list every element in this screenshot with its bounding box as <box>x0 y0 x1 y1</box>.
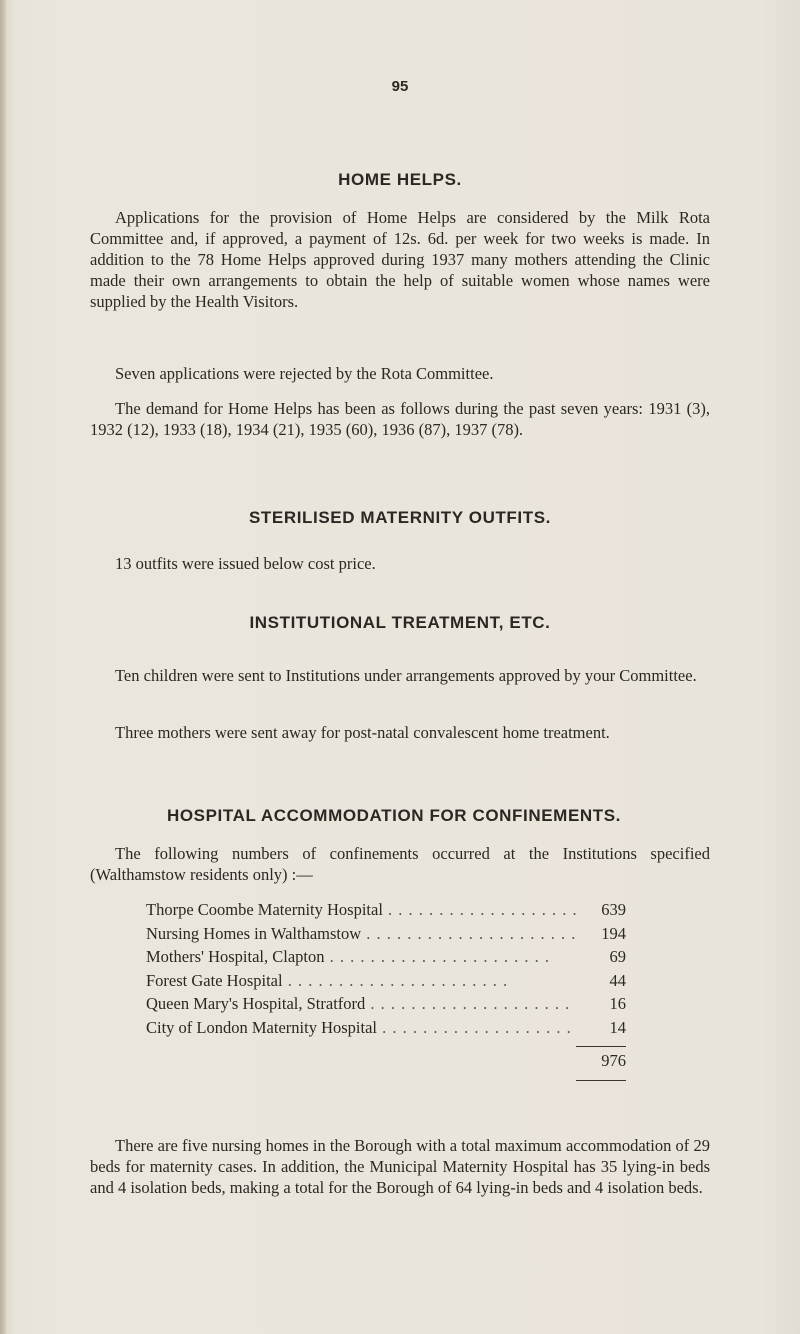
paragraph-institutional-1: Ten children were sent to Institutions under arrangements approved by your Committee. <box>115 666 697 685</box>
page-edge <box>0 0 6 1334</box>
table-row <box>146 898 626 922</box>
paragraph-home-helps-1: Applications for the provision of Home Helps are considered by the Milk Rota Committee and, if approved, a payment of 12s. 6d. per week for two weeks is made. In addition to the 78 Home Helps approved during 1937 many mothers attending the Clinic made their own arrangements to obtain the help of suitable women whose names were supplied by the Health Visitors. <box>90 208 710 311</box>
confinement-count: 44 <box>609 970 626 990</box>
institution-name: Forest Gate Hospital . . <box>146 969 576 993</box>
total-rule-bottom <box>576 1080 626 1081</box>
heading-sterilised-outfits: STERILISED MATERNITY OUTFITS. <box>248 508 551 527</box>
table-row <box>146 922 626 946</box>
institution-name: Queen Mary's Hospital, Stratford . . <box>146 992 576 1016</box>
paragraph-institutional-2: Three mothers were sent away for post-natal convalescent home treatment. <box>115 723 610 742</box>
paragraph-hospital-closing: There are five nursing homes in the Borough with a total maximum accommodation of 29 beds for maternity cases. In addition, the Municipal Maternity Hospital has 35 lying-in beds and 4 isolation beds, making a total for the Borough of 64 lying-in beds and 4 isolation beds. <box>90 1136 710 1197</box>
table-row <box>146 992 626 1016</box>
confinement-count: 16 <box>609 994 626 1014</box>
confinement-count: 194 <box>601 923 626 943</box>
table-row <box>146 945 626 969</box>
heading-hospital-accommodation: HOSPITAL ACCOMMODATION FOR CONFINEMENTS. <box>166 806 622 825</box>
paragraph-hospital-intro: The following numbers of confinements occurred at the Institutions specified (Walthamstow residents only) :— <box>90 844 710 884</box>
paragraph-sterilised-1: 13 outfits were issued below cost price. <box>115 554 376 573</box>
paragraph-home-helps-2: Seven applications were rejected by the Rota Committee. <box>115 364 494 383</box>
page-number: 95 <box>391 78 409 95</box>
table-row <box>146 969 626 993</box>
confinement-count: 69 <box>609 947 626 967</box>
heading-home-helps: HOME HELPS. <box>338 170 462 189</box>
table-row <box>146 1016 626 1040</box>
institution-name: City of London Maternity Hospital . . <box>146 1016 576 1040</box>
paragraph-home-helps-3: The demand for Home Helps has been as follows during the past seven years: 1931 (3), 1932 (12), 1933 (18), 1934 (21), 1935 (60), 1936 (87), 1937 (78). <box>90 399 710 439</box>
institution-name: Thorpe Coombe Maternity Hospital . . <box>146 898 576 922</box>
total-rule-top <box>576 1046 626 1047</box>
confinements-table <box>146 898 626 1040</box>
confinements-total: 976 <box>601 1051 626 1070</box>
confinement-count: 14 <box>609 1017 626 1037</box>
institution-name: Nursing Homes in Walthamstow . . <box>146 922 576 946</box>
confinement-count: 639 <box>601 900 626 919</box>
institution-name: Mothers' Hospital, Clapton . . <box>146 945 576 969</box>
heading-institutional-treatment: INSTITUTIONAL TREATMENT, ETC. <box>249 613 551 632</box>
